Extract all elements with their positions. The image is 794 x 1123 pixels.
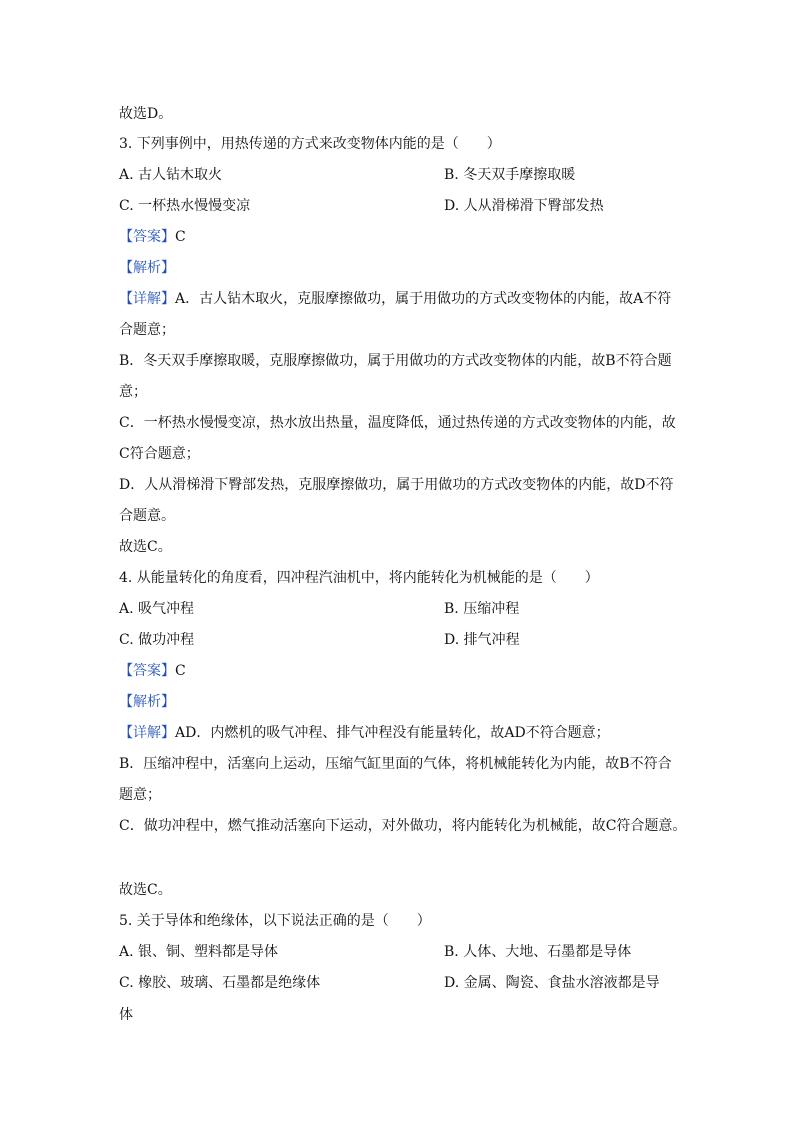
detail-text: A．古人钻木取火，克服摩擦做功，属于用做功的方式改变物体的内能，故A不符 (175, 291, 672, 307)
q3-answer (119, 227, 186, 247)
answer-tag: 【答案】 (119, 229, 175, 245)
q3-detail-line-5: C．一杯热水慢慢变凉，热水放出热量，温度降低，通过热传递的方式改变物体的内能，故 (119, 415, 676, 431)
q4-option-c: C. 做功冲程 (119, 632, 195, 648)
q3-detail-line-3: B．冬天双手摩擦取暖，克服摩擦做功，属于用做功的方式改变物体的内能，故B不符合题 (119, 353, 672, 369)
q5-option-d-wrap: 体 (119, 1007, 133, 1023)
q4-detail-line-4: C．做功冲程中，燃气推动活塞向下运动，对外做功，将内能转化为机械能，故C符合题意。 (119, 818, 687, 834)
answer-value: C (175, 663, 186, 679)
q4-analysis-tag: 【解析】 (119, 694, 175, 710)
q3-analysis-tag: 【解析】 (119, 260, 175, 276)
prev-conclusion: 故选D。 (119, 106, 173, 122)
q3-detail-line-4: 意； (119, 384, 147, 400)
q4-option-d: D. 排气冲程 (444, 632, 520, 648)
q4-detail-line-2: B．压缩冲程中，活塞向上运动，压缩气缸里面的气体，将机械能转化为内能，故B不符合 (119, 756, 672, 772)
detail-text: AD．内燃机的吸气冲程、排气冲程没有能量转化，故AD不符合题意； (175, 725, 610, 741)
answer-tag: 【答案】 (119, 663, 175, 679)
detail-tag: 【详解】 (119, 725, 175, 741)
answer-value: C (175, 229, 186, 245)
q5-option-c: C. 橡胶、玻璃、石墨都是绝缘体 (119, 975, 321, 991)
q3-detail-line-2: 合题意； (119, 322, 175, 338)
detail-tag: 【详解】 (119, 291, 175, 307)
q4-detail-line-1 (119, 723, 610, 743)
q3-detail-line-6: C符合题意； (119, 446, 200, 462)
q3-detail-line-1 (119, 289, 671, 309)
q3-stem: 3. 下列事例中，用热传递的方式来改变物体内能的是（ ） (119, 136, 501, 152)
q4-detail-line-3: 题意； (119, 787, 161, 803)
q4-option-a: A. 吸气冲程 (119, 601, 195, 617)
q3-conclusion: 故选C。 (119, 539, 172, 555)
q3-option-c: C. 一杯热水慢慢变凉 (119, 198, 251, 214)
q5-option-d: D. 金属、陶瓷、食盐水溶液都是导 (444, 975, 660, 991)
q5-stem: 5. 关于导体和绝缘体，以下说法正确的是（ ） (119, 913, 431, 929)
q4-option-b: B. 压缩冲程 (444, 601, 520, 617)
q3-option-a: A. 古人钻木取火 (119, 167, 223, 183)
q5-option-a: A. 银、铜、塑料都是导体 (119, 944, 279, 960)
q3-detail-line-8: 合题意。 (119, 508, 175, 524)
q3-option-d: D. 人从滑梯滑下臀部发热 (444, 198, 604, 214)
q5-option-b: B. 人体、大地、石墨都是导体 (444, 944, 632, 960)
q4-answer (119, 661, 186, 681)
q4-stem: 4. 从能量转化的角度看，四冲程汽油机中，将内能转化为机械能的是（ ） (119, 570, 599, 586)
q3-detail-line-7: D．人从滑梯滑下臀部发热，克服摩擦做功，属于用做功的方式改变物体的内能，故D不符 (119, 477, 674, 493)
q3-option-b: B. 冬天双手摩擦取暖 (444, 167, 576, 183)
q4-conclusion: 故选C。 (119, 882, 172, 898)
